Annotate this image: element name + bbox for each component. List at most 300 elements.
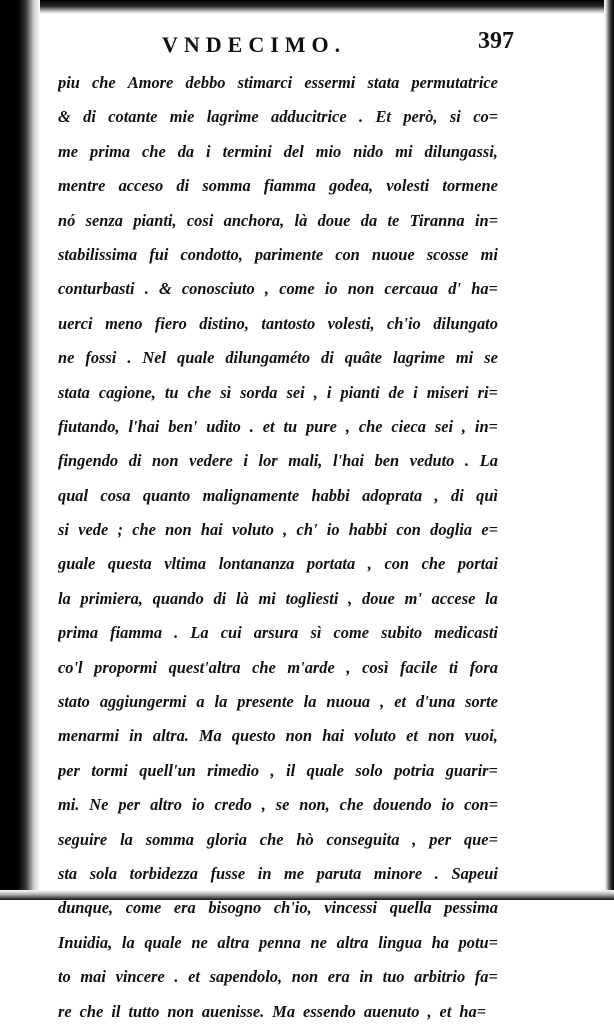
word: mentre: [58, 176, 106, 196]
word: altra: [336, 932, 369, 952]
word: per: [118, 795, 141, 815]
word: subito: [381, 623, 423, 643]
word: ,: [461, 416, 467, 436]
word: somma: [145, 829, 194, 849]
word: acceso: [118, 176, 164, 196]
word: doue: [317, 210, 351, 230]
text-line: [58, 307, 498, 341]
word: mi: [480, 244, 498, 264]
word: Inuidia,: [58, 932, 113, 952]
word: era: [173, 898, 196, 918]
word: in: [257, 863, 272, 883]
word: arbitrio: [414, 967, 466, 987]
word: et: [439, 1001, 452, 1021]
word: altra.: [152, 726, 189, 746]
word: ;: [117, 520, 123, 540]
text-line: [58, 926, 498, 960]
word: fiutando,: [58, 416, 120, 436]
word: ch'io: [387, 313, 421, 333]
word: potria: [394, 760, 435, 780]
word: che: [132, 520, 156, 540]
word: Amore: [127, 73, 174, 92]
scan-border-top: [0, 0, 614, 14]
word: ,: [434, 485, 439, 505]
word: cieca: [391, 416, 426, 436]
word: minore: [373, 863, 423, 883]
word: ti: [448, 657, 459, 677]
word: con: [335, 244, 360, 264]
word: .: [127, 348, 132, 368]
word: voluto: [354, 726, 397, 746]
word: come: [125, 898, 162, 918]
word: pianti: [340, 382, 380, 402]
word: aggiungermi: [99, 692, 187, 712]
word: vltima: [164, 554, 207, 574]
word: bisogno: [208, 898, 262, 918]
word: permutatrice: [411, 73, 498, 92]
text-line: [58, 66, 498, 100]
word: se: [484, 348, 498, 368]
word: vincessi: [324, 898, 378, 918]
word: conturbasti: [58, 279, 135, 299]
word: .: [434, 863, 439, 883]
word: in=: [474, 416, 498, 436]
word: per: [58, 760, 80, 780]
word: di: [83, 107, 96, 127]
text-line: [58, 960, 498, 994]
word: sorda: [240, 382, 278, 402]
word: quell'un: [139, 760, 196, 780]
word: essendo: [303, 1001, 356, 1021]
text-line: [58, 823, 498, 857]
word: &: [158, 279, 172, 299]
word: hai: [322, 726, 345, 746]
word: non,: [299, 795, 330, 815]
word: vincere: [115, 967, 165, 987]
word: la: [58, 588, 71, 608]
word: sta: [58, 863, 78, 883]
word: dilungato: [433, 313, 498, 333]
word: .: [174, 967, 179, 987]
word: meno: [105, 313, 143, 333]
word: mie: [169, 107, 195, 127]
word: di: [213, 588, 227, 608]
word: tantosto: [261, 313, 316, 333]
word: non: [285, 726, 313, 746]
word: là: [294, 210, 308, 230]
word: ,: [427, 1001, 432, 1021]
scan-border-right: [604, 0, 614, 900]
word: quando: [152, 588, 204, 608]
word: il: [111, 1001, 121, 1021]
word: ha=: [459, 1001, 487, 1021]
word: &: [58, 107, 71, 127]
word: così: [362, 657, 389, 677]
word: per: [429, 829, 452, 849]
word: mi: [258, 588, 276, 608]
text-line: [58, 788, 498, 822]
word: a: [196, 692, 205, 712]
word: fiamma: [110, 623, 163, 643]
word: doglia: [430, 520, 473, 540]
word: in: [359, 967, 373, 987]
word: fossi: [85, 348, 117, 368]
word: .: [144, 279, 149, 299]
word: tuo: [382, 967, 405, 987]
word: menarmi: [58, 726, 120, 746]
word: ne: [191, 932, 208, 952]
word: mio: [315, 141, 342, 161]
word: miseri: [426, 382, 469, 402]
word: lor: [258, 451, 278, 471]
word: che: [142, 141, 166, 161]
body-text: [58, 66, 498, 1029]
word: portai: [457, 554, 498, 574]
word: La: [190, 623, 209, 643]
word: me: [58, 141, 79, 161]
word: nó: [58, 210, 76, 230]
word: che: [91, 73, 116, 92]
word: tu: [164, 382, 179, 402]
word: qual: [58, 485, 89, 505]
word: ,: [346, 657, 351, 677]
word: pianti,: [133, 210, 177, 230]
word: i: [326, 382, 332, 402]
word: habbi: [348, 520, 388, 540]
word: malignamente: [202, 485, 300, 505]
word: i: [243, 451, 248, 471]
word: che: [259, 829, 284, 849]
word: che: [79, 1001, 104, 1021]
word: la: [121, 932, 135, 952]
word: tormene: [442, 176, 498, 196]
word: cui: [220, 623, 242, 643]
word: Ne: [89, 795, 109, 815]
word: questo: [231, 726, 276, 746]
word: con: [384, 554, 410, 574]
word: rimedio: [207, 760, 260, 780]
word: con=: [464, 795, 498, 815]
word: dunque,: [58, 898, 114, 918]
word: piu: [58, 73, 80, 92]
word: io: [326, 520, 340, 540]
word: .: [464, 451, 470, 471]
word: que=: [463, 829, 498, 849]
text-line: [58, 410, 498, 444]
word: fiero: [154, 313, 187, 333]
word: solo: [355, 760, 383, 780]
word: quì: [476, 485, 498, 505]
word: che: [421, 554, 446, 574]
word: volesti,: [327, 313, 375, 333]
word: La: [479, 451, 498, 471]
word: la: [303, 692, 317, 712]
word: d'una: [416, 692, 456, 712]
word: conosciuto: [181, 279, 255, 299]
word: la: [120, 829, 133, 849]
word: potu=: [458, 932, 498, 952]
word: fingendo: [58, 451, 119, 471]
word: era: [327, 967, 350, 987]
word: senza: [85, 210, 123, 230]
word: l'hai: [333, 451, 364, 471]
word: mali,: [288, 451, 323, 471]
word: non: [428, 726, 455, 746]
word: nuoue: [371, 244, 415, 264]
word: guarir=: [445, 760, 498, 780]
word: essermi: [304, 73, 356, 92]
word: Ma: [272, 1001, 296, 1021]
word: accese: [431, 588, 476, 608]
word: seguire: [58, 829, 108, 849]
word: Et: [375, 107, 391, 127]
word: .: [174, 623, 179, 643]
word: cagione,: [98, 382, 156, 402]
word: ri=: [477, 382, 498, 402]
word: del: [283, 141, 304, 161]
word: m'arde: [287, 657, 335, 677]
word: mi.: [58, 795, 80, 815]
word: sapendolo,: [209, 967, 283, 987]
word: ha: [431, 932, 449, 952]
word: te: [387, 210, 400, 230]
text-line: [58, 651, 498, 685]
word: mi: [395, 141, 413, 161]
word: come: [279, 279, 315, 299]
word: altro: [150, 795, 182, 815]
word: ha=: [471, 279, 498, 299]
text-line: [58, 341, 498, 375]
word: se: [275, 795, 290, 815]
word: ,: [264, 279, 270, 299]
word: ne: [58, 348, 75, 368]
word: dilungaméto: [225, 348, 311, 368]
word: quâte: [344, 348, 383, 368]
word: arsura: [253, 623, 299, 643]
word: et: [262, 416, 275, 436]
word: però,: [403, 107, 438, 127]
word: conseguita: [326, 829, 400, 849]
word: re: [58, 1001, 72, 1021]
word: stato: [58, 692, 90, 712]
word: presente: [237, 692, 294, 712]
word: prima: [90, 141, 131, 161]
page-number: 397: [478, 28, 514, 54]
word: nido: [353, 141, 384, 161]
word: ,: [345, 416, 350, 436]
word: dilungassi,: [424, 141, 498, 161]
word: volesti: [386, 176, 430, 196]
word: vuoi,: [464, 726, 498, 746]
word: propormi: [94, 657, 158, 677]
word: Ma: [198, 726, 222, 746]
word: credo: [214, 795, 252, 815]
word: ch': [296, 520, 318, 540]
word: quest'altra: [168, 657, 241, 677]
word: auenisse.: [201, 1001, 265, 1021]
word: to: [58, 967, 71, 987]
word: stata: [367, 73, 400, 92]
text-line: [58, 616, 498, 650]
word: la: [214, 692, 228, 712]
word: distino,: [199, 313, 249, 333]
text-line: [58, 754, 498, 788]
word: et: [406, 726, 418, 746]
word: stimarci: [237, 73, 293, 92]
word: d': [448, 279, 462, 299]
word: adducitrice: [271, 107, 347, 127]
word: lontananza: [218, 554, 295, 574]
word: nuoua: [326, 692, 371, 712]
word: la: [485, 588, 498, 608]
word: di: [451, 485, 464, 505]
word: io: [191, 795, 205, 815]
word: ,: [412, 829, 417, 849]
text-line: [58, 100, 498, 134]
word: in=: [474, 210, 498, 230]
word: Nel: [142, 348, 167, 368]
word: l'hai: [128, 416, 160, 436]
book-page: [58, 28, 514, 1021]
word: primiera,: [80, 588, 143, 608]
word: quella: [389, 898, 432, 918]
word: fusse: [210, 863, 246, 883]
word: che: [187, 382, 212, 402]
word: sei: [286, 382, 305, 402]
word: sì: [310, 623, 322, 643]
word: cotante: [108, 107, 158, 127]
word: sorte: [465, 692, 498, 712]
word: togliesti: [285, 588, 339, 608]
word: altra: [217, 932, 250, 952]
text-line: [58, 685, 498, 719]
word: prima: [58, 623, 99, 643]
word: auenuto: [363, 1001, 420, 1021]
word: ,: [348, 588, 353, 608]
word: co'l: [58, 657, 83, 677]
word: di: [321, 348, 334, 368]
text-line: [58, 479, 498, 513]
word: cosi: [186, 210, 214, 230]
word: fui: [149, 244, 169, 264]
text-line: [58, 719, 498, 753]
word: .: [358, 107, 364, 127]
word: non: [167, 1001, 194, 1021]
word: di: [176, 176, 190, 196]
word: da: [360, 210, 378, 230]
word: parimente: [254, 244, 324, 264]
word: pure: [305, 416, 337, 436]
word: vede: [78, 520, 109, 540]
word: e=: [481, 520, 498, 540]
word: si: [58, 520, 69, 540]
word: .: [249, 416, 254, 436]
word: portata: [306, 554, 356, 574]
text-line: [58, 169, 498, 203]
word: là: [235, 588, 249, 608]
word: fa=: [474, 967, 498, 987]
word: fiamma: [263, 176, 316, 196]
word: con: [396, 520, 421, 540]
word: adoprata: [362, 485, 423, 505]
word: condotto,: [180, 244, 243, 264]
word: et: [394, 692, 407, 712]
word: sei: [434, 416, 454, 436]
word: doue: [362, 588, 395, 608]
word: tormi: [91, 760, 128, 780]
word: termini: [222, 141, 272, 161]
word: i: [206, 141, 211, 161]
word: ,: [283, 520, 288, 540]
word: Tiranna: [409, 210, 465, 230]
word: quanto: [142, 485, 191, 505]
word: tutto: [128, 1001, 160, 1021]
word: che: [339, 795, 364, 815]
word: gloria: [206, 829, 247, 849]
text-line: [58, 444, 498, 478]
word: facile: [400, 657, 438, 677]
word: paruta: [316, 863, 362, 883]
word: non: [347, 279, 375, 299]
word: ne: [310, 932, 327, 952]
word: guale: [58, 554, 96, 574]
word: ,: [367, 554, 372, 574]
word: somma: [202, 176, 251, 196]
text-line: [58, 995, 498, 1029]
word: cercaua: [384, 279, 439, 299]
word: tu: [283, 416, 298, 436]
text-line: [58, 891, 498, 925]
text-line: [58, 582, 498, 616]
word: ben': [168, 416, 198, 436]
word: Sapeui: [451, 863, 498, 883]
word: non: [291, 967, 319, 987]
text-line: [58, 204, 498, 238]
word: non: [152, 451, 179, 471]
word: anchora,: [223, 210, 285, 230]
word: m': [404, 588, 422, 608]
word: quale: [144, 932, 182, 952]
word: co=: [473, 107, 498, 127]
word: mi: [455, 348, 474, 368]
word: ,: [313, 382, 318, 402]
text-line: [58, 376, 498, 410]
word: ,: [380, 692, 385, 712]
word: che: [358, 416, 383, 436]
word: quale: [306, 760, 344, 780]
text-line: [58, 272, 498, 306]
word: io: [324, 279, 338, 299]
word: ch'io,: [273, 898, 312, 918]
word: ben: [374, 451, 400, 471]
word: me: [284, 863, 305, 883]
word: veduto: [409, 451, 455, 471]
text-line: [58, 238, 498, 272]
text-line: [58, 857, 498, 891]
word: lagrime: [393, 348, 445, 368]
word: medicasti: [434, 623, 498, 643]
word: penna: [258, 932, 301, 952]
running-head: VNDECIMO.: [162, 32, 347, 57]
word: lagrime: [206, 107, 259, 127]
word: de: [388, 382, 405, 402]
word: ,: [261, 795, 266, 815]
word: uerci: [58, 313, 93, 333]
scan-border-left: [0, 0, 40, 900]
word: lingua: [378, 932, 422, 952]
word: come: [333, 623, 370, 643]
word: et: [188, 967, 200, 987]
